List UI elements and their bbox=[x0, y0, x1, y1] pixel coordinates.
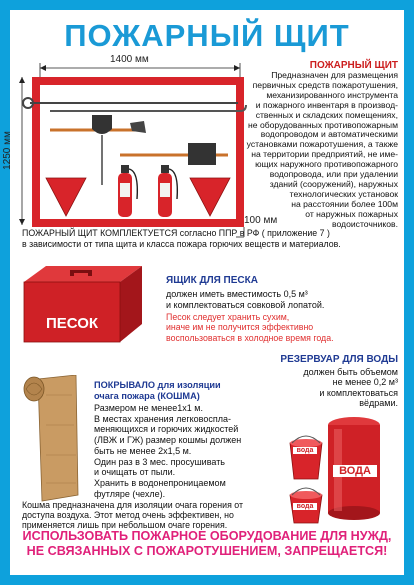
shield-description-line: ственных и складских помещениях, bbox=[255, 109, 398, 120]
shield-description-line: от наружных пожарных bbox=[305, 208, 398, 219]
bucket-label: вода bbox=[293, 503, 317, 510]
scoop-shovel-icon bbox=[188, 143, 216, 165]
kit-note bbox=[22, 228, 398, 249]
blanket-description bbox=[94, 380, 274, 499]
shield-description-line: ющих наружного противопожарного bbox=[255, 159, 398, 170]
water-tank-description bbox=[260, 354, 398, 409]
sand-box-label: ПЕСОК bbox=[45, 315, 99, 332]
kit-note-line: ПОЖАРНЫЙ ЩИТ КОМПЛЕКТУЕТСЯ согласно ППР в РФ ( приложение 7 ) bbox=[22, 228, 330, 238]
blanket-line: Хранить в водонепроницаемом bbox=[94, 477, 226, 488]
footer-warning-line: НЕ СВЯЗАННЫХ С ПОЖАРОТУШЕНИЕМ, ЗАПРЕЩАЕТСЯ! bbox=[26, 544, 388, 558]
shield-description-line: и пожарного инвентаря в производ- bbox=[255, 99, 398, 110]
poster-content bbox=[1, 10, 404, 575]
blanket-line: и очищать от пыли. bbox=[94, 467, 176, 478]
shield-description-line: водопровода, или при удалении bbox=[269, 169, 398, 180]
sand-box-line: и комплектоваться совковой лопатой. bbox=[166, 299, 325, 310]
sand-box-warning-line: воспользоваться в холодное время года. bbox=[166, 332, 334, 343]
shield-margin-label: 100 мм bbox=[244, 215, 278, 226]
blanket-note-line: доступа воздуха. Этот метод очень эффективен, но bbox=[22, 510, 234, 520]
shield-description-line: механизированного инструмента bbox=[266, 89, 398, 100]
footer-warning-line: ИСПОЛЬЗОВАТЬ ПОЖАРНОЕ ОБОРУДОВАНИЕ ДЛЯ НУЖД, bbox=[22, 529, 392, 543]
shield-description-header: ПОЖАРНЫЙ ЩИТ bbox=[309, 60, 398, 71]
shield-width-label: 1400 мм bbox=[110, 54, 149, 65]
shovel-icon bbox=[92, 115, 112, 134]
shield-description-line: не оборудованных противопожарным bbox=[248, 119, 398, 130]
blanket-note-line: применяется лишь при небольшом очаге горения. bbox=[22, 520, 228, 530]
shield-description-line: водоисточников. bbox=[332, 218, 398, 229]
blanket-line: Размером не менее1х1 м. bbox=[94, 403, 203, 413]
shield-description bbox=[242, 60, 398, 230]
blanket-note bbox=[22, 500, 284, 530]
blanket-line: быть не менее 2х1,5 м. bbox=[94, 445, 192, 456]
blanket-header-line: ПОКРЫВАЛО для изоляции bbox=[94, 380, 221, 390]
shield-description-line: первичных средств пожаротушения, bbox=[252, 79, 398, 90]
sand-box-illustration bbox=[18, 260, 148, 350]
blanket-line: В местах хранения легковоспла- bbox=[94, 413, 231, 424]
shield-description-line: водопроводом и автоматическими bbox=[260, 129, 398, 140]
kit-note-line: в зависимости от типа щита и класса пожара горючих веществ и материалов. bbox=[22, 238, 341, 249]
blanket-note-line: Кошма предназначена для изоляции очага горения от bbox=[22, 500, 244, 510]
footer-warning bbox=[10, 529, 404, 559]
sand-box-description bbox=[166, 275, 400, 343]
sand-box-warning-line: Песок следует хранить сухим, bbox=[166, 312, 290, 323]
shield-description-line: технологических установок bbox=[289, 188, 398, 199]
blanket-line: Один раз в 3 мес. просушивать bbox=[94, 456, 226, 467]
water-tank-line: вёдрами. bbox=[359, 398, 398, 409]
water-tank-header: РЕЗЕРВУАР ДЛЯ ВОДЫ bbox=[280, 354, 398, 365]
shield-description-line: на территории предприятий, не име- bbox=[251, 149, 398, 160]
water-tank-line: не менее 0,2 м³ bbox=[332, 377, 398, 388]
bucket-label: вода bbox=[293, 447, 317, 454]
blanket-illustration bbox=[20, 375, 90, 505]
shield-description-line: установками пожаротушения, а также bbox=[246, 139, 398, 150]
sand-box-warning-line: иначе им не получится эффективно bbox=[166, 322, 314, 333]
shield-height-label: 1250 мм bbox=[1, 131, 13, 170]
blanket-line: (ЛВЖ и ГЖ) размер кошмы должен bbox=[94, 435, 242, 446]
sand-box-line: должен иметь вместимость 0,5 м³ bbox=[166, 289, 308, 299]
shield-description-line: на расстоянии более 100м bbox=[291, 198, 398, 209]
sand-box-header: ЯЩИК ДЛЯ ПЕСКА bbox=[166, 275, 258, 286]
blanket-line: футляре (чехле). bbox=[94, 488, 166, 499]
shield-description-line: Предназначен для размещения bbox=[271, 70, 398, 80]
shield-description-line: зданий (сооружений), наружных bbox=[269, 178, 398, 189]
water-tank-label: ВОДА bbox=[333, 465, 377, 477]
fire-shield-illustration bbox=[10, 55, 250, 240]
water-tank-line: должен быть объемом bbox=[303, 367, 398, 377]
water-tank-line: и комплектоваться bbox=[319, 387, 398, 398]
blanket-header-line: очага пожара (КОШМА) bbox=[94, 391, 200, 401]
page-title: ПОЖАРНЫЙ ЩИТ bbox=[64, 18, 350, 53]
blanket-line: меняющихся и горючих жидкостей bbox=[94, 424, 239, 435]
